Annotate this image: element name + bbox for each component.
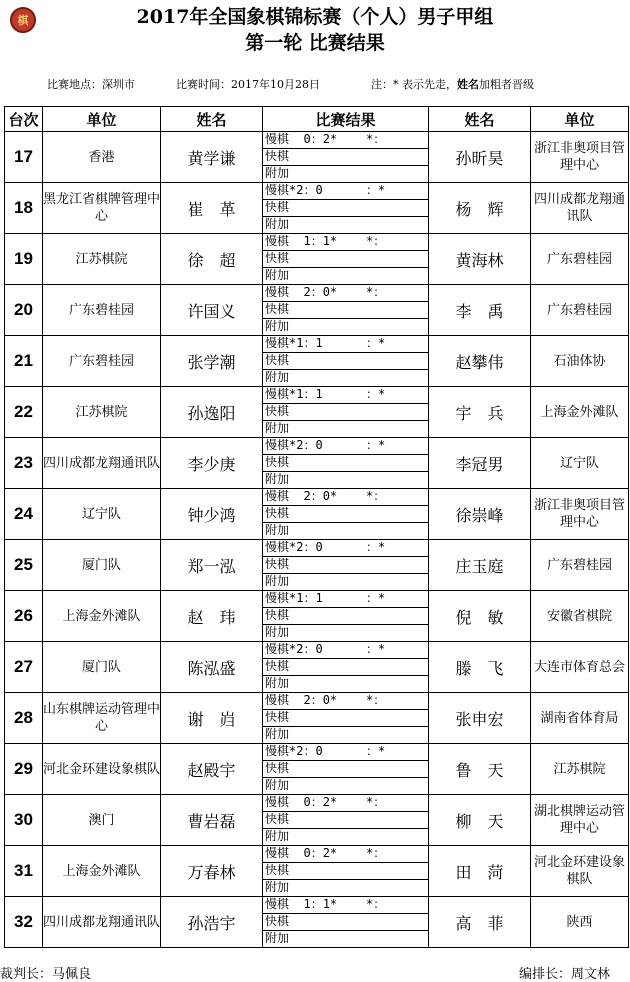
score-text: *1：1 ：*	[289, 387, 386, 401]
extra-game-line	[263, 778, 428, 794]
slow-game-line	[263, 234, 428, 251]
result-box	[263, 336, 428, 386]
player-b: 杨 辉	[429, 183, 531, 234]
rapid-game-line	[263, 200, 428, 217]
result-label: 快棋	[265, 251, 290, 265]
player-a: 谢 岿	[161, 693, 263, 744]
note-prefix: 注：* 表示先走，	[371, 78, 457, 91]
slow-game-line	[263, 285, 428, 302]
result-cell	[263, 336, 429, 387]
unit-a: 厦门队	[43, 540, 161, 591]
result-box	[263, 387, 428, 437]
slow-game-line	[263, 183, 428, 200]
unit-b: 河北金环建设象棋队	[531, 846, 629, 897]
board-number: 26	[5, 591, 43, 642]
result-cell	[263, 438, 429, 489]
page-subtitle: 第一轮 比赛结果	[245, 32, 385, 54]
result-label: 慢棋	[265, 591, 290, 605]
unit-b: 浙江非奥项目管理中心	[531, 489, 629, 540]
rapid-game-line	[263, 251, 428, 268]
unit-a: 山东棋牌运动管理中心	[43, 693, 161, 744]
player-a: 万春林	[161, 846, 263, 897]
result-label: 附加	[265, 625, 290, 639]
board-number: 19	[5, 234, 43, 285]
result-box	[263, 642, 428, 692]
slow-game-line	[263, 846, 428, 863]
rapid-game-line	[263, 506, 428, 523]
result-cell	[263, 744, 429, 795]
result-label: 慢棋	[265, 897, 290, 911]
result-label: 附加	[265, 574, 290, 588]
unit-a: 江苏棋院	[43, 387, 161, 438]
player-b: 倪 敏	[429, 591, 531, 642]
table-row	[5, 132, 629, 183]
result-label: 附加	[265, 319, 290, 333]
extra-game-line	[263, 625, 428, 641]
result-box	[263, 183, 428, 233]
table-row	[5, 642, 629, 693]
score-text: *2：0 ：*	[289, 438, 386, 452]
unit-b: 广东碧桂园	[531, 540, 629, 591]
slow-game-line	[263, 591, 428, 608]
result-label: 慢棋	[265, 183, 290, 197]
result-label: 快棋	[265, 812, 290, 826]
result-label: 快棋	[265, 506, 290, 520]
rapid-game-line	[263, 455, 428, 472]
board-number: 31	[5, 846, 43, 897]
unit-b: 陕西	[531, 897, 629, 948]
rapid-game-line	[263, 302, 428, 319]
unit-b: 江苏棋院	[531, 744, 629, 795]
unit-a: 黑龙江省棋牌管理中心	[43, 183, 161, 234]
result-cell	[263, 591, 429, 642]
rapid-game-line	[263, 659, 428, 676]
rapid-game-line	[263, 710, 428, 727]
unit-a: 辽宁队	[43, 489, 161, 540]
unit-b: 广东碧桂园	[531, 285, 629, 336]
result-box	[263, 693, 428, 743]
score-text: *2：0 ：*	[289, 744, 386, 758]
page-title: 2017年全国象棋锦标赛（个人）男子甲组	[136, 6, 494, 28]
result-label: 快棋	[265, 455, 290, 469]
header-result: 比赛结果	[263, 107, 429, 132]
extra-game-line	[263, 829, 428, 845]
unit-a: 四川成都龙翔通讯队	[43, 897, 161, 948]
rapid-game-line	[263, 149, 428, 166]
score-text: 1：1* *：	[289, 234, 386, 248]
result-label: 快棋	[265, 863, 290, 877]
score-text: *2：0 ：*	[289, 642, 386, 656]
table-row	[5, 183, 629, 234]
result-box	[263, 897, 428, 947]
player-a: 赵 玮	[161, 591, 263, 642]
result-cell	[263, 132, 429, 183]
result-box	[263, 846, 428, 896]
player-b: 李冠男	[429, 438, 531, 489]
player-a: 许国义	[161, 285, 263, 336]
result-label: 慢棋	[265, 795, 290, 809]
board-number: 28	[5, 693, 43, 744]
result-box	[263, 234, 428, 284]
result-label: 慢棋	[265, 642, 290, 656]
result-label: 慢棋	[265, 540, 290, 554]
player-a: 陈泓盛	[161, 642, 263, 693]
venue-text: 比赛地点：深圳市	[47, 78, 135, 91]
table-row	[5, 693, 629, 744]
rapid-game-line	[263, 404, 428, 421]
score-text: *2：0 ：*	[289, 540, 386, 554]
player-a: 崔 革	[161, 183, 263, 234]
table-row	[5, 387, 629, 438]
table-row	[5, 897, 629, 948]
rapid-game-line	[263, 812, 428, 829]
table-row	[5, 234, 629, 285]
extra-game-line	[263, 472, 428, 488]
board-number: 18	[5, 183, 43, 234]
unit-b: 辽宁队	[531, 438, 629, 489]
table-row	[5, 795, 629, 846]
table-row	[5, 438, 629, 489]
extra-game-line	[263, 523, 428, 539]
result-label: 附加	[265, 676, 290, 690]
result-box	[263, 540, 428, 590]
unit-b: 浙江非奥项目管理中心	[531, 132, 629, 183]
board-number: 29	[5, 744, 43, 795]
result-box	[263, 438, 428, 488]
player-a: 孙逸阳	[161, 387, 263, 438]
slow-game-line	[263, 336, 428, 353]
score-text: 0：2* *：	[289, 795, 386, 809]
player-a: 李少庚	[161, 438, 263, 489]
result-cell	[263, 897, 429, 948]
player-a: 徐 超	[161, 234, 263, 285]
extra-game-line	[263, 676, 428, 692]
player-a: 赵殿宇	[161, 744, 263, 795]
result-label: 附加	[265, 829, 290, 843]
result-label: 快棋	[265, 404, 290, 418]
board-number: 20	[5, 285, 43, 336]
unit-a: 厦门队	[43, 642, 161, 693]
player-a: 黄学谦	[161, 132, 263, 183]
result-label: 快棋	[265, 302, 290, 316]
header-unit-a: 单位	[43, 107, 161, 132]
result-box	[263, 285, 428, 335]
unit-a: 河北金环建设象棋队	[43, 744, 161, 795]
logo-emblem: 棋	[10, 7, 36, 33]
result-box	[263, 795, 428, 845]
player-b: 柳 天	[429, 795, 531, 846]
result-label: 快棋	[265, 608, 290, 622]
extra-game-line	[263, 931, 428, 947]
result-label: 附加	[265, 523, 290, 537]
note-text	[371, 76, 534, 92]
rapid-game-line	[263, 353, 428, 370]
unit-b: 石油体协	[531, 336, 629, 387]
unit-b: 安徽省棋院	[531, 591, 629, 642]
board-number: 25	[5, 540, 43, 591]
result-label: 慢棋	[265, 744, 290, 758]
slow-game-line	[263, 387, 428, 404]
player-b: 鲁 天	[429, 744, 531, 795]
result-box	[263, 744, 428, 794]
slow-game-line	[263, 744, 428, 761]
unit-b: 湖北棋牌运动管理中心	[531, 795, 629, 846]
score-text: 0：2* *：	[289, 846, 386, 860]
player-a: 曹岩磊	[161, 795, 263, 846]
result-label: 附加	[265, 268, 290, 282]
score-text: 1：1* *：	[289, 897, 386, 911]
result-label: 附加	[265, 880, 290, 894]
slow-game-line	[263, 642, 428, 659]
extra-game-line	[263, 166, 428, 182]
unit-b: 大连市体育总会	[531, 642, 629, 693]
board-number: 22	[5, 387, 43, 438]
unit-b: 上海金外滩队	[531, 387, 629, 438]
result-label: 附加	[265, 778, 290, 792]
player-b: 孙昕昊	[429, 132, 531, 183]
board-number: 21	[5, 336, 43, 387]
table-row	[5, 336, 629, 387]
result-label: 慢棋	[265, 387, 290, 401]
result-label: 慢棋	[265, 693, 290, 707]
result-label: 快棋	[265, 659, 290, 673]
table-row	[5, 489, 629, 540]
score-text: *1：1 ：*	[289, 336, 386, 350]
rapid-game-line	[263, 863, 428, 880]
player-b: 徐崇峰	[429, 489, 531, 540]
header-unit-b: 单位	[531, 107, 629, 132]
result-cell	[263, 183, 429, 234]
player-b: 宇 兵	[429, 387, 531, 438]
result-label: 附加	[265, 217, 290, 231]
table-row	[5, 285, 629, 336]
result-label: 附加	[265, 727, 290, 741]
slow-game-line	[263, 795, 428, 812]
result-label: 附加	[265, 421, 290, 435]
result-label: 附加	[265, 370, 290, 384]
extra-game-line	[263, 880, 428, 896]
unit-a: 江苏棋院	[43, 234, 161, 285]
unit-b: 湖南省体育局	[531, 693, 629, 744]
extra-game-line	[263, 421, 428, 437]
unit-a: 四川成都龙翔通讯队	[43, 438, 161, 489]
unit-a: 上海金外滩队	[43, 846, 161, 897]
score-text: 2：0* *：	[289, 285, 386, 299]
board-number: 27	[5, 642, 43, 693]
header-name-b: 姓名	[429, 107, 531, 132]
header-board: 台次	[5, 107, 43, 132]
table-row	[5, 744, 629, 795]
extra-game-line	[263, 319, 428, 335]
result-label: 快棋	[265, 914, 290, 928]
board-number: 32	[5, 897, 43, 948]
player-b: 庄玉庭	[429, 540, 531, 591]
table-row	[5, 846, 629, 897]
player-a: 张学潮	[161, 336, 263, 387]
result-label: 慢棋	[265, 438, 290, 452]
result-label: 快棋	[265, 149, 290, 163]
result-label: 附加	[265, 166, 290, 180]
extra-game-line	[263, 727, 428, 743]
extra-game-line	[263, 217, 428, 233]
result-label: 快棋	[265, 761, 290, 775]
result-label: 慢棋	[265, 234, 290, 248]
slow-game-line	[263, 132, 428, 149]
extra-game-line	[263, 268, 428, 284]
result-box	[263, 489, 428, 539]
score-text: 0：2* *：	[289, 132, 386, 146]
time-text: 比赛时间：2017年10月28日	[176, 78, 320, 91]
table-row	[5, 540, 629, 591]
player-b: 黄海林	[429, 234, 531, 285]
result-label: 附加	[265, 472, 290, 486]
player-b: 高 菲	[429, 897, 531, 948]
result-label: 快棋	[265, 557, 290, 571]
score-text: 2：0* *：	[289, 489, 386, 503]
unit-a: 广东碧桂园	[43, 285, 161, 336]
board-number: 23	[5, 438, 43, 489]
table-row	[5, 591, 629, 642]
result-cell	[263, 540, 429, 591]
extra-game-line	[263, 574, 428, 590]
rapid-game-line	[263, 557, 428, 574]
player-b: 田 菏	[429, 846, 531, 897]
slow-game-line	[263, 897, 428, 914]
board-number: 24	[5, 489, 43, 540]
slow-game-line	[263, 540, 428, 557]
result-label: 慢棋	[265, 336, 290, 350]
table-header-row	[5, 107, 629, 132]
unit-a: 广东碧桂园	[43, 336, 161, 387]
unit-b: 广东碧桂园	[531, 234, 629, 285]
note-suffix: 加粗者晋级	[479, 78, 534, 91]
unit-a: 上海金外滩队	[43, 591, 161, 642]
result-cell	[263, 693, 429, 744]
slow-game-line	[263, 489, 428, 506]
score-text: *2：0 ：*	[289, 183, 386, 197]
result-cell	[263, 642, 429, 693]
result-cell	[263, 234, 429, 285]
rapid-game-line	[263, 608, 428, 625]
slow-game-line	[263, 693, 428, 710]
result-label: 慢棋	[265, 846, 290, 860]
results-table	[4, 106, 629, 948]
result-label: 慢棋	[265, 489, 290, 503]
result-label: 慢棋	[265, 132, 290, 146]
unit-a: 澳门	[43, 795, 161, 846]
result-box	[263, 132, 428, 182]
board-number: 30	[5, 795, 43, 846]
result-box	[263, 591, 428, 641]
player-a: 钟少鸿	[161, 489, 263, 540]
result-label: 快棋	[265, 710, 290, 724]
result-label: 快棋	[265, 353, 290, 367]
referee-text: 裁判长：马佩良	[0, 967, 92, 982]
note-bold: 姓名	[457, 78, 479, 91]
result-cell	[263, 489, 429, 540]
unit-a: 香港	[43, 132, 161, 183]
score-text: 2：0* *：	[289, 693, 386, 707]
score-text: *1：1 ：*	[289, 591, 386, 605]
player-b: 李 禹	[429, 285, 531, 336]
board-number: 17	[5, 132, 43, 183]
result-cell	[263, 387, 429, 438]
result-cell	[263, 285, 429, 336]
player-b: 张申宏	[429, 693, 531, 744]
rapid-game-line	[263, 761, 428, 778]
extra-game-line	[263, 370, 428, 386]
result-label: 附加	[265, 931, 290, 945]
result-label: 快棋	[265, 200, 290, 214]
result-label: 慢棋	[265, 285, 290, 299]
result-cell	[263, 795, 429, 846]
unit-b: 四川成都龙翔通讯队	[531, 183, 629, 234]
slow-game-line	[263, 438, 428, 455]
player-b: 滕 飞	[429, 642, 531, 693]
player-a: 郑一泓	[161, 540, 263, 591]
player-b: 赵攀伟	[429, 336, 531, 387]
rapid-game-line	[263, 914, 428, 931]
player-a: 孙浩宇	[161, 897, 263, 948]
header-name-a: 姓名	[161, 107, 263, 132]
result-cell	[263, 846, 429, 897]
arranger-text: 编排长：周文林	[519, 967, 611, 982]
